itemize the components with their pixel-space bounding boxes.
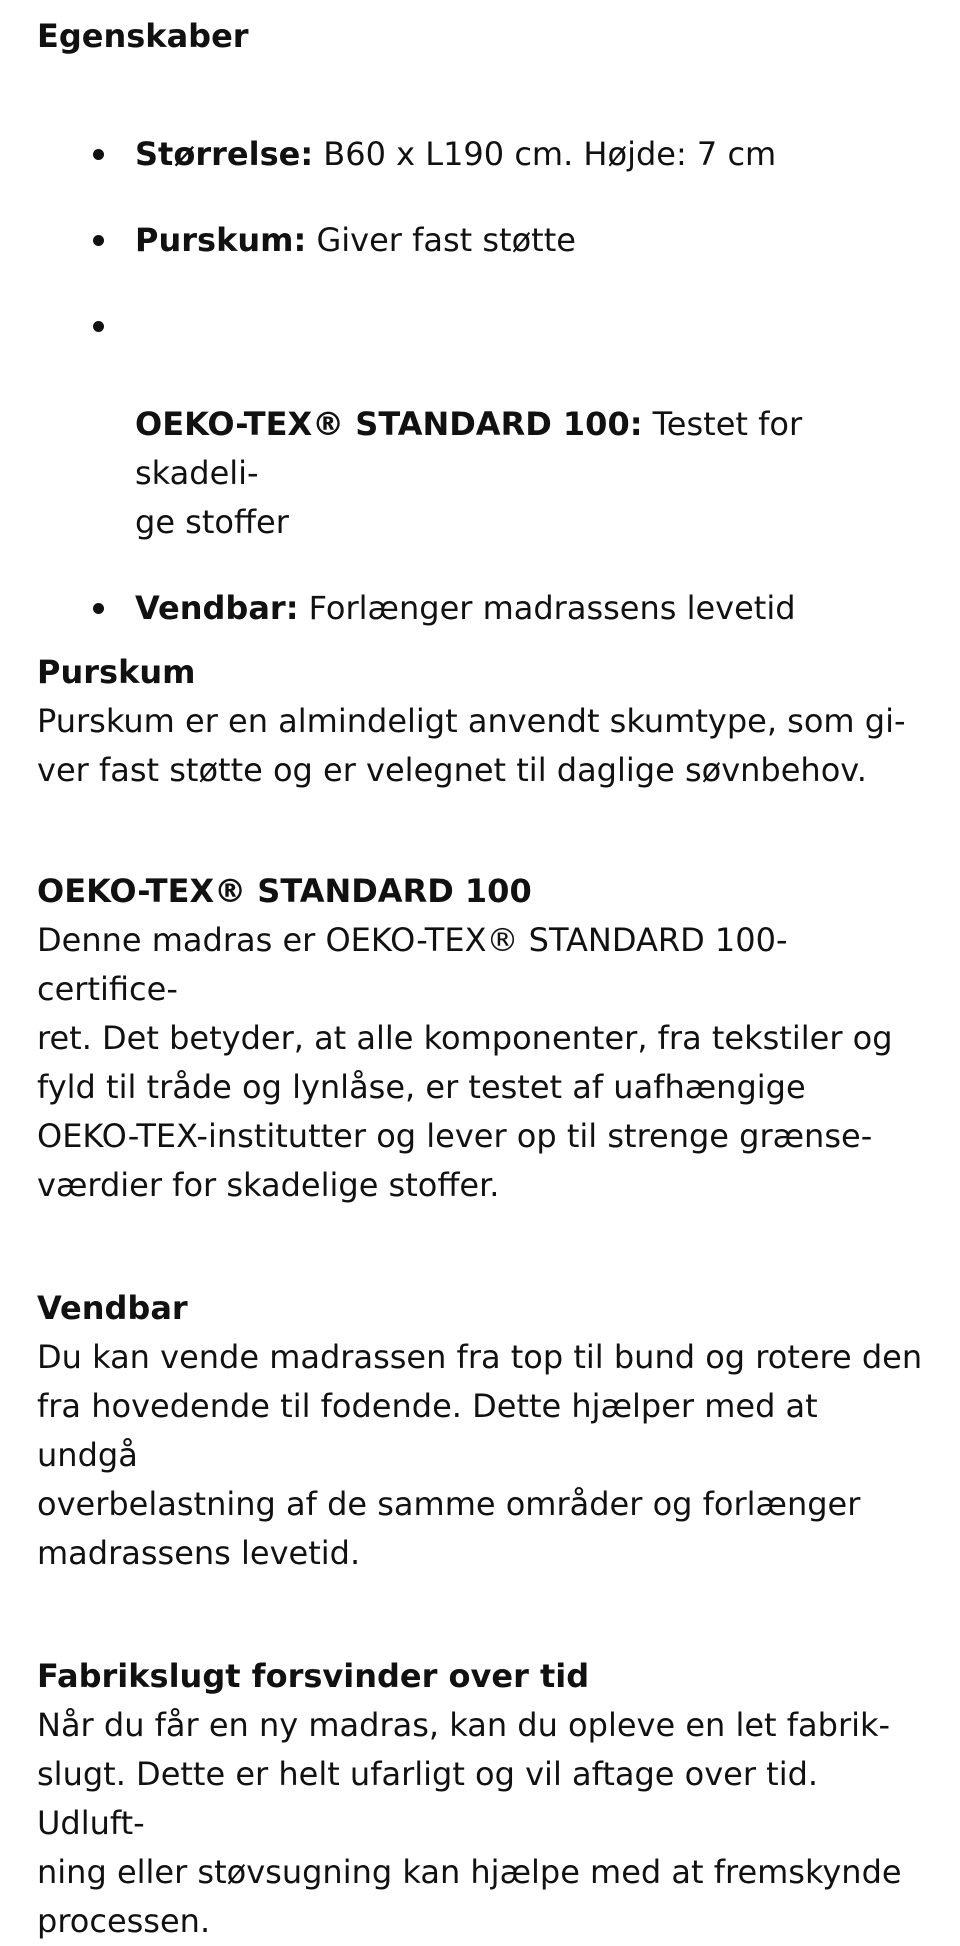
property-text: Testet for skadeli- ge stoffer (135, 405, 803, 541)
properties-heading: Egenskaber (37, 17, 249, 55)
section-title: Vendbar (37, 1289, 188, 1327)
section-line: Du kan vende madrassen fra top til bund og rotere den (37, 1338, 923, 1376)
section-line: slugt. Dette er helt ufarligt og vil aftage over tid. Udluft- (37, 1755, 819, 1842)
property-text: B60 x L190 cm. Højde: 7 cm (313, 135, 777, 173)
list-item (37, 130, 927, 179)
list-item (37, 584, 927, 633)
property-label: Purskum: (135, 221, 307, 259)
section-line: processen. (37, 1902, 211, 1940)
section-title: Purskum (37, 653, 196, 691)
property-text: Giver fast støtte (306, 221, 576, 259)
section-line: Denne madras er OEKO-TEX® STANDARD 100-certifice- (37, 921, 788, 1008)
bullet-icon (93, 149, 104, 160)
section-vendbar (37, 1283, 927, 1578)
section-title: Fabrikslugt forsvinder over tid (37, 1657, 590, 1695)
property-text: Forlænger madrassens levetid (298, 589, 796, 627)
section-line: fyld til tråde og lynlåse, er testet af uafhængige (37, 1068, 806, 1106)
bullet-icon (93, 321, 104, 332)
section-title: OEKO-TEX® STANDARD 100 (37, 872, 532, 910)
property-label: OEKO-TEX® STANDARD 100: (135, 405, 643, 443)
bullet-icon (93, 235, 104, 246)
property-label: Størrelse: (135, 135, 314, 173)
product-details (37, 0, 927, 1946)
section-line: ning eller støvsugning kan hjælpe med at fremskynde (37, 1853, 902, 1891)
section-line: værdier for skadelige stoffer. (37, 1166, 500, 1204)
section-line: overbelastning af de samme områder og forlænger (37, 1485, 861, 1523)
section-oeko-tex (37, 866, 927, 1210)
section-line: madrassens levetid. (37, 1534, 361, 1572)
list-item (37, 302, 927, 547)
section-line: fra hovedende til fodende. Dette hjælper med at undgå (37, 1387, 818, 1474)
section-line: ver fast støtte og er velegnet til daglige søvnbehov. (37, 751, 867, 789)
section-purskum (37, 647, 927, 795)
section-line: Purskum er en almindeligt anvendt skumtype, som gi- (37, 702, 906, 740)
section-fabrikslugt (37, 1651, 927, 1946)
list-item (37, 216, 927, 265)
section-line: Når du får en ny madras, kan du opleve en let fabrik- (37, 1706, 891, 1744)
section-line: ret. Det betyder, at alle komponenter, fra tekstiler og (37, 1019, 893, 1057)
section-line: OEKO-TEX-institutter og lever op til strenge grænse- (37, 1117, 873, 1155)
properties-list (37, 130, 927, 633)
property-label: Vendbar: (135, 589, 299, 627)
bullet-icon (93, 603, 104, 614)
